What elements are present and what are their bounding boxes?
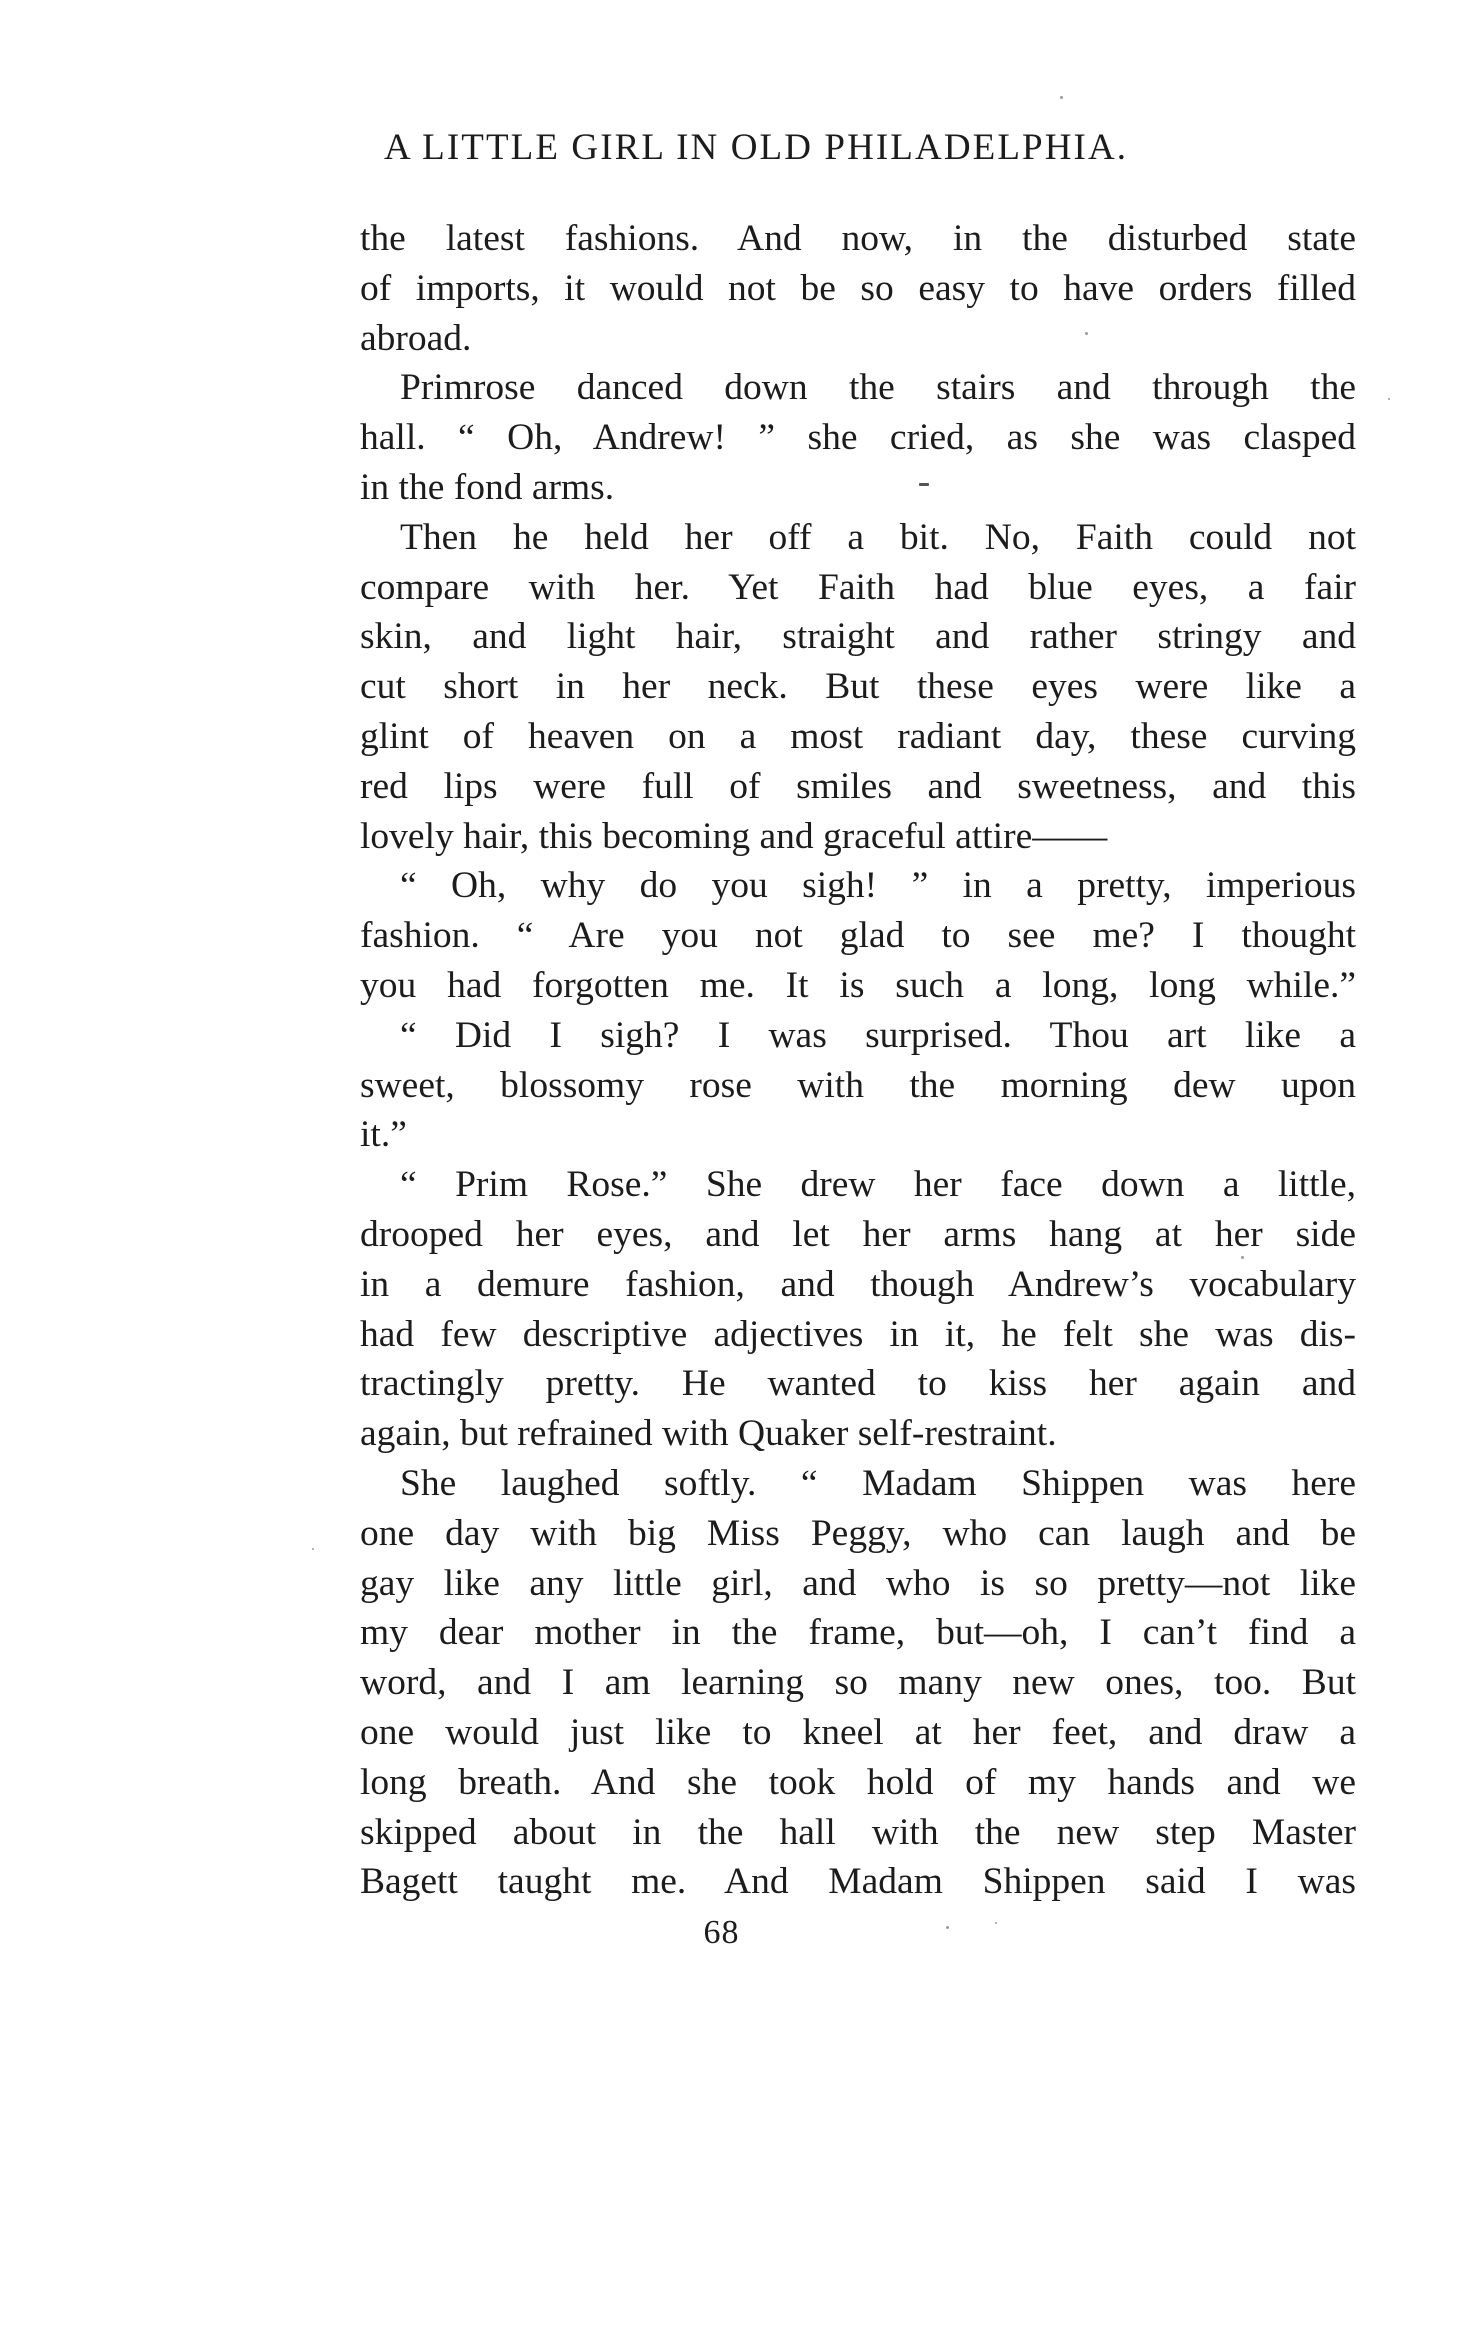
text-line: you had forgotten me. It is such a long, long while.”	[360, 964, 1356, 1006]
paper-speck	[946, 1926, 949, 1929]
text-line: abroad.	[360, 317, 472, 359]
running-head: A LITTLE GIRL IN OLD PHILADELPHIA.	[384, 127, 1129, 168]
paper-speck	[312, 1548, 314, 1550]
paper-speck	[919, 483, 929, 486]
page-number-text: 68	[703, 1914, 740, 1951]
text-line: again, but refrained with Quaker self-restraint.	[360, 1413, 1057, 1455]
text-line: cut short in her neck. But these eyes were like a	[360, 666, 1356, 708]
text-line: “ Prim Rose.” She drew her face down a little,	[400, 1164, 1356, 1206]
text-line: red lips were full of smiles and sweetness, and this	[360, 765, 1356, 807]
text-line: Primrose danced down the stairs and through the	[400, 367, 1356, 409]
text-line: hall. “ Oh, Andrew! ” she cried, as she was clasped	[360, 417, 1356, 459]
text-line: compare with her. Yet Faith had blue eyes, a fair	[360, 566, 1356, 608]
text-line: She laughed softly. “ Madam Shippen was here	[400, 1462, 1356, 1504]
page-number	[0, 1914, 1483, 1952]
paper-speck	[1085, 332, 1088, 335]
paper-speck	[1388, 398, 1390, 400]
text-line: of imports, it would not be so easy to have orders filled	[360, 267, 1356, 309]
text-line: the latest fashions. And now, in the disturbed state	[360, 218, 1356, 259]
text-line: drooped her eyes, and let her arms hang at her side	[360, 1213, 1356, 1255]
text-line: long breath. And she took hold of my hands and we	[360, 1761, 1356, 1803]
paper-speck	[995, 1922, 997, 1924]
text-line: tractingly pretty. He wanted to kiss her again and	[360, 1363, 1356, 1405]
body-text	[360, 214, 1356, 1907]
text-line: in the fond arms.	[360, 466, 615, 508]
text-line: “ Did I sigh? I was surprised. Thou art like a	[400, 1014, 1356, 1056]
text-line: lovely hair, this becoming and graceful attire——	[360, 815, 1108, 857]
text-line: one would just like to kneel at her feet, and draw a	[360, 1711, 1356, 1753]
text-line: gay like any little girl, and who is so pretty—not like	[360, 1562, 1356, 1604]
text-line: glint of heaven on a most radiant day, these curving	[360, 715, 1356, 757]
text-line: had few descriptive adjectives in it, he felt she was dis-	[360, 1313, 1356, 1355]
text-line: one day with big Miss Peggy, who can laugh and be	[360, 1512, 1356, 1554]
text-line: Then he held her off a bit. No, Faith could not	[400, 516, 1356, 558]
text-line: my dear mother in the frame, but—oh, I can’t find a	[360, 1612, 1356, 1654]
text-line: “ Oh, why do you sigh! ” in a pretty, imperious	[400, 865, 1356, 907]
text-line: fashion. “ Are you not glad to see me? I thought	[360, 915, 1356, 957]
text-line: it.”	[360, 1114, 407, 1156]
text-line: skipped about in the hall with the new step Master	[360, 1811, 1356, 1853]
text-line: skin, and light hair, straight and rather stringy and	[360, 616, 1356, 658]
text-line: word, and I am learning so many new ones, too. But	[360, 1662, 1356, 1704]
paper-speck	[1241, 1256, 1244, 1259]
text-line: Bagett taught me. And Madam Shippen said I was	[360, 1861, 1356, 1903]
text-line: in a demure fashion, and though Andrew’s vocabulary	[360, 1263, 1356, 1305]
paper-speck	[1060, 96, 1063, 99]
text-line: sweet, blossomy rose with the morning dew upon	[360, 1064, 1356, 1106]
